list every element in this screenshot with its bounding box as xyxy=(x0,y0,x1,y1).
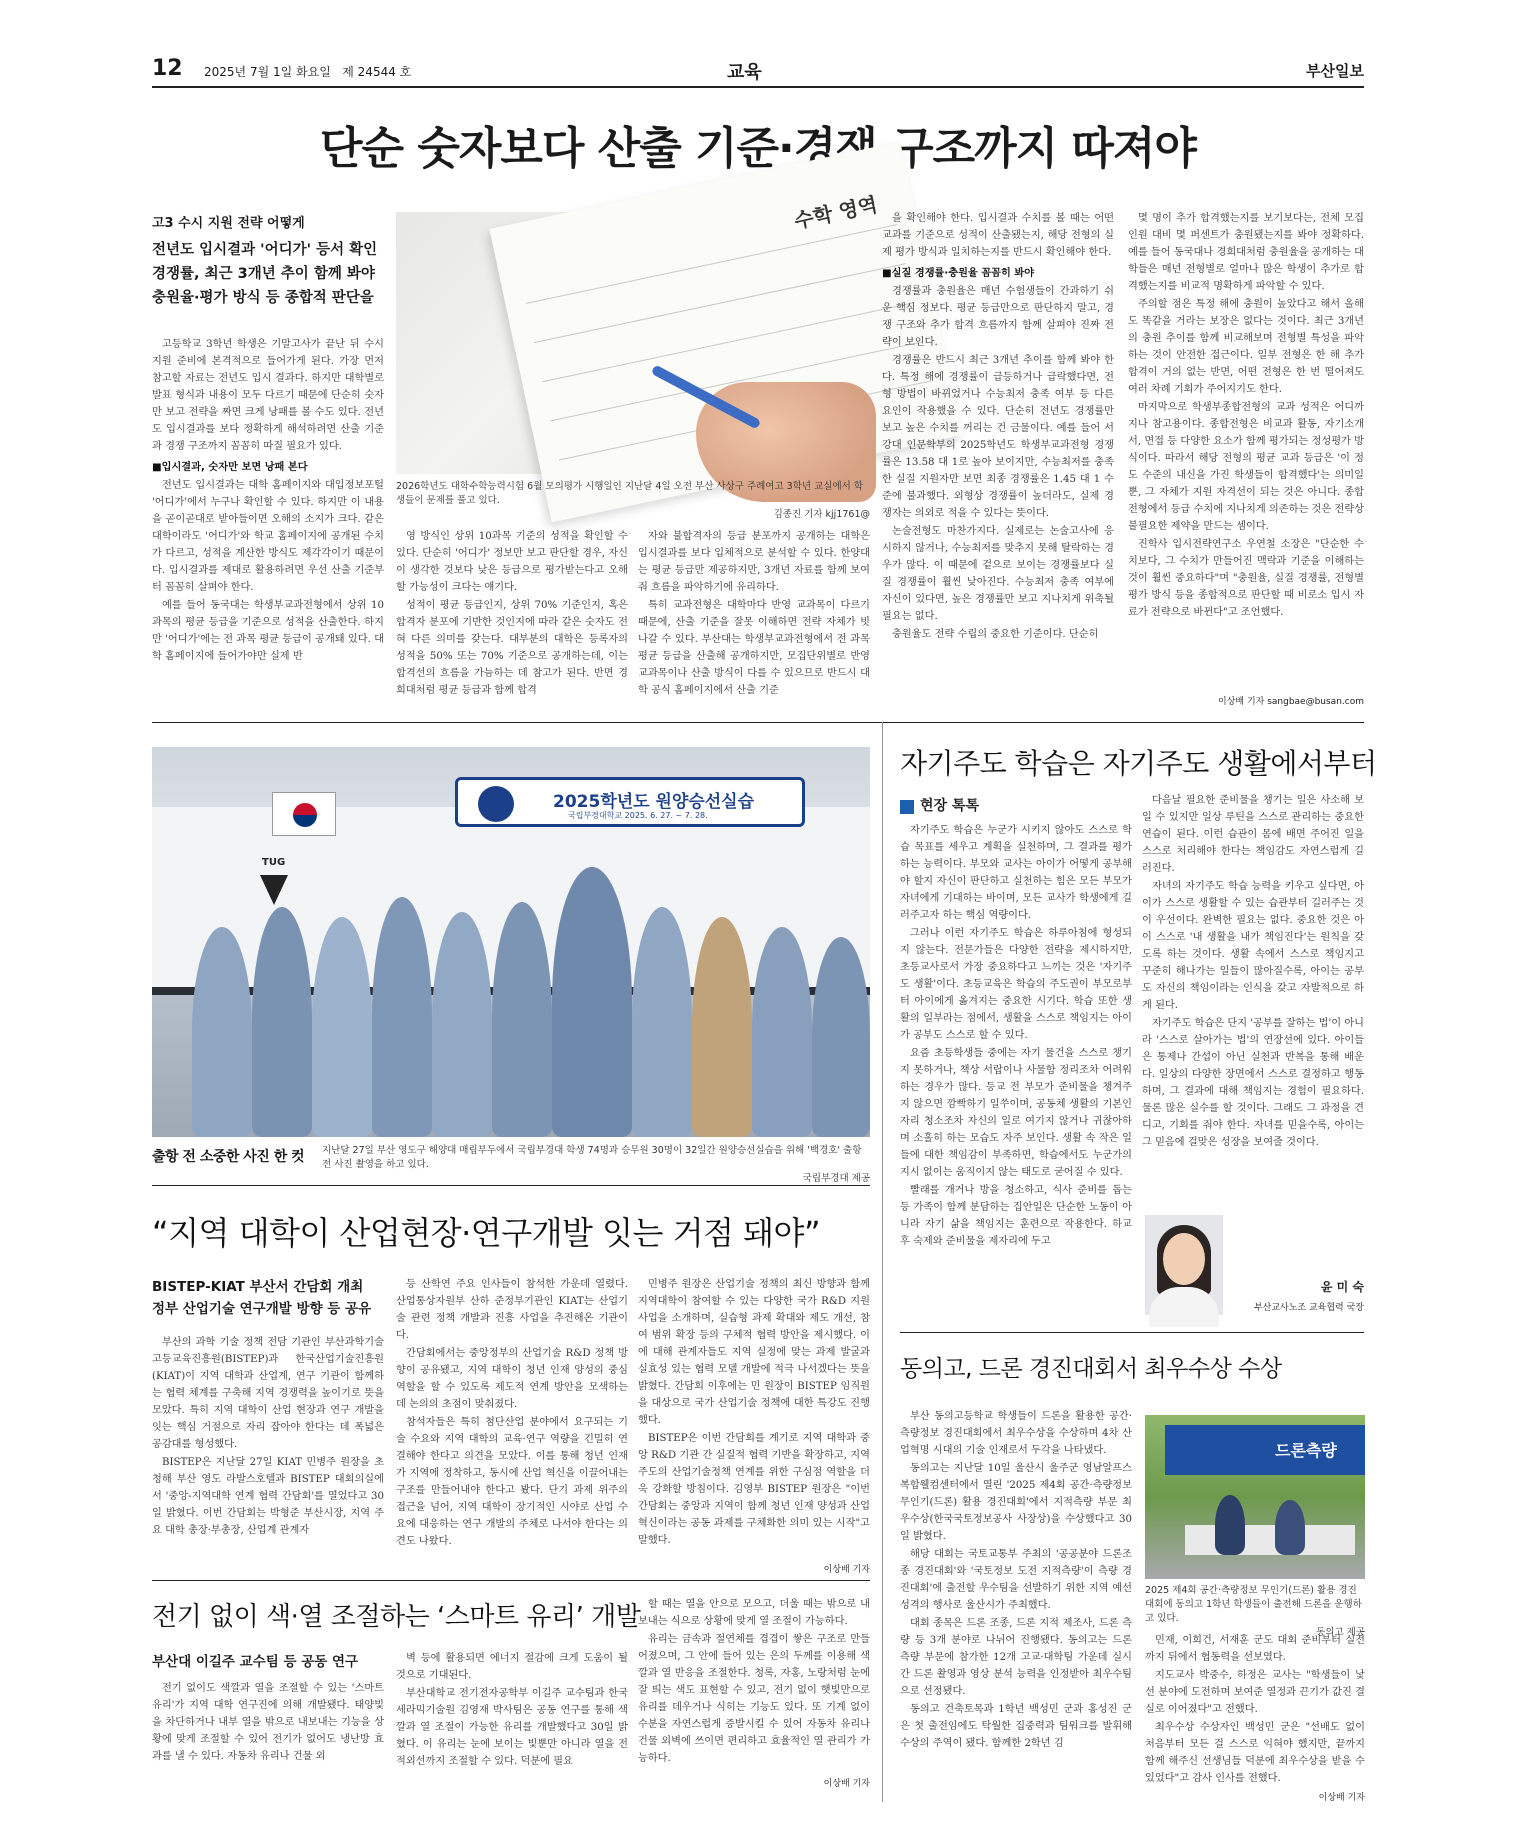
paragraph: 전년도 입시결과는 대학 홈페이지와 대입정보포털 '어디가'에서 누구나 확인할 수 있다. 하지만 이 내용을 곧이곧대로 받아들이면 오해의 소지가 크다. 같은 대학이라도 '어디가'와 학교 홈페이지에 공개된 수치가 다르고, 성적을 계산한 방식도 제각각이기 때문이다. 입시결과를 제대로 활용하려면 우선 산출 기준부터 꼼꼼히 살펴야 한다. xyxy=(152,480,384,593)
paragraph: BISTEP은 지난달 27일 KIAT 민병주 원장을 초청해 부산 영도 라발스호텔과 BISTEP 대회의실에서 '중앙-지역대학 연계 협력 간담회'를 열었다고 30일 밝혔다. 이번 간담회는 박형준 부산시장, 지역 주요 대학 총장·부총장, 산업계 관계자 xyxy=(152,1457,384,1536)
article5-headline: 동의고, 드론 경진대회서 최우수상 수상 xyxy=(900,1356,1282,1382)
exam-photo xyxy=(396,192,880,474)
paragraph: 전기 없이도 색깔과 열을 조절할 수 있는 '스마트 유리'가 지역 대학 연구진에 의해 개발됐다. 태양빛을 차단하거나 내부 열을 밖으로 내보내는 기능을 상황에 맞게 조절할 수 있어 전기가 없어도 냉난방 효과를 낼 수 있다. 자동차 유리나 건물 외 xyxy=(152,1683,384,1762)
article3-byline: 이상배 기자 xyxy=(823,1779,870,1789)
paragraph: 자와 불합격자의 등급 분포까지 공개하는 대학은 입시결과를 보다 입체적으로 분석할 수 있다. 한양대는 평균 등급만 제공하지만, 3개년 자료를 함께 보여줘 흐름을 파악하기에 유리하다. xyxy=(638,531,870,593)
article1-subhead: 충원율·평가 방식 등 종합적 판단을 xyxy=(152,290,374,306)
paragraph: 주의할 점은 특정 해에 충원이 높았다고 해서 올해도 똑같을 거라는 보장은 없다는 것이다. 최근 3개년의 충원 추이를 함께 비교해보며 전형별 특성을 파악하는 것이 안전한 접근이다. 일부 전형은 한 해 추가 합격이 거의 없는 반면, 어떤 전형은 한 번 떨어져도 여러 차례 기회가 주어지기도 한다. xyxy=(1128,299,1364,395)
tent-text: 드론측량 xyxy=(1275,1441,1337,1460)
paragraph: 을 확인해야 한다. 입시결과 수치를 볼 때는 어떤 교과를 기준으로 성적이 산출됐는지, 해당 전형의 실제 평가 방식과 일치하는지를 반드시 확인해야 한다. xyxy=(882,213,1114,258)
paragraph: 진학사 입시전략연구소 우연철 소장은 "단순한 수치보다, 그 수치가 만들어진 맥락과 기준을 이해하는 것이 훨씬 중요하다"며 "충원율, 실질 경쟁률, 전형별 평가 방식 등을 종합적으로 판단할 때 비로소 입시 자료가 전략으로 바뀐다"고 조언했다. xyxy=(1128,539,1364,618)
article4-column-2 xyxy=(1142,792,1364,1200)
section-divider xyxy=(152,1580,870,1581)
page-header xyxy=(152,54,1364,88)
paragraph: 경쟁률과 충원율은 매년 수험생들이 간과하기 쉬운 핵심 정보다. 평균 등급만으로 판단하지 말고, 경쟁 구조와 추가 합격 흐름까지 함께 살펴야 진짜 전략이 보인다. xyxy=(882,286,1114,348)
paragraph: 부산대학교 전기전자공학부 이길주 교수팀과 한국세라믹기술원 김영재 박사팀은 공동 연구를 통해 색깔과 열 조절이 가능한 유리를 개발했다고 30일 밝혔다. 이 유리는 눈에 보이는 빛뿐만 아니라 열을 전 적외선까지 조절할 수 있다. 덕분에 필요 xyxy=(396,1688,628,1767)
article1-kicker: 고3 수시 지원 전략 어떻게 xyxy=(152,216,305,231)
article1-column-5 xyxy=(1128,210,1364,694)
main-headline: 단순 숫자보다 산출 기준·경쟁 구조까지 따져야 xyxy=(320,123,1196,174)
university-logo-icon xyxy=(478,786,514,822)
paragraph: 부산의 과학 기술 정책 전담 기관인 부산과학기술고등교육진흥원(BISTEP)과 한국산업기술진흥원(KIAT)이 지역 대학과 산업계, 연구 기관이 함께하는 협력 체계를 구축해 지역 경쟁력을 높이기로 뜻을 모았다. 특히 지역 대학이 산업 현장과 연구 개발을 잇는 핵심 거점으로 자리 잡아야 한다는 데 폭넓은 공감대를 형성했다. xyxy=(152,1337,384,1450)
paragraph: 요즘 초등학생들 중에는 자기 물건을 스스로 챙기지 못하거나, 책상 서랍이나 사물함 정리조차 어려워하는 경우가 많다. 등교 전 부모가 준비물을 챙겨주지 않으면 깜빡하기 일쑤이며, 공동체 생활의 기본인 자리 청소조차 자신의 일로 여기지 않거나 귀찮아하며 소홀히 하는 모습도 자주 보인다. 생활 속 작은 일들에 대한 책임감이 부족하면, 학습에서도 누군가의 지시 없이는 움직이지 않는 태도로 굳어질 수 있다. xyxy=(900,1048,1132,1178)
paragraph: 간담회에서는 중앙정부의 산업기술 R&D 정책 방향이 공유됐고, 지역 대학이 청년 인재 양성의 중심 역할을 할 수 있도록 제도적 연계 방안을 모색하는 데 논의의 초점이 맞춰졌다. xyxy=(396,1348,628,1410)
paragraph: 몇 명이 추가 합격했는지를 보기보다는, 전체 모집 인원 대비 몇 퍼센트가 충원됐는지를 봐야 정확하다. 예를 들어 동국대나 경희대처럼 충원율을 공개하는 대학들은 매년 전형별로 얼마나 많은 학생이 추가로 합격했는지를 비교적 명확하게 파악할 수 있다. xyxy=(1128,213,1364,292)
korea-flag-icon xyxy=(272,792,336,836)
article5-byline: 이상배 기자 xyxy=(1318,1793,1365,1803)
ship-banner xyxy=(455,777,805,827)
paragraph: 경쟁률은 반드시 최근 3개년 추이를 함께 봐야 한다. 특정 해에 경쟁률이 급등하거나 급락했다면, 전형 방법이 바뀌었거나 수능최저 충족 여부 등 다른 요인이 작용했을 수 있다. 단순히 전년도 경쟁률만 보고 높은 수치를 꺼리는 건 금물이다. 예를 들어 서강대 인문학부의 2025학년도 학생부교과전형 경쟁률은 13.58 대 1로 높아 보이지만, 수능최저를 충족한 실질 지원자만 보면 최종 경쟁률은 1.45 대 1 수준에 불과했다. 외형상 경쟁률이 높더라도, 실제 경쟁자는 의외로 적을 수 있다는 뜻이다. xyxy=(882,355,1114,519)
article1-mini-heading: ■실질 경쟁률·충원율 꼼꼼히 봐야 xyxy=(882,268,1035,279)
photo2-label: 출항 전 소중한 사진 한 컷 xyxy=(152,1149,305,1165)
article2-headline: “지역 대학이 산업현장·연구개발 잇는 거점 돼야” xyxy=(152,1214,821,1252)
paragraph: 참석자들은 특히 첨단산업 분야에서 요구되는 기술 수요와 지역 대학의 교육·연구 역량을 긴밀히 연결해야 한다고 의견을 모았다. 이를 통해 청년 인재가 지역에 정착하고, 동시에 산업 혁신을 이끌어내는 구조를 만들어내야 한다고 봤다. 단기 과제 위주의 접근을 넘어, 지역 대학이 장기적인 시야로 산업 수요에 대응하는 연구 개발의 주체로 나서야 한다는 의견도 나왔다. xyxy=(396,1417,628,1547)
article1-subhead: 경쟁률, 최근 3개년 추이 함께 봐야 xyxy=(152,266,375,282)
article3-column-1 xyxy=(152,1680,384,1790)
paragraph: 성적이 평균 등급인지, 상위 70% 기준인지, 혹은 합격자 분포에 기반한 것인지에 따라 같은 숫자도 전혀 다른 의미를 갖는다. 대부분의 대학은 등록자의 성적을 50% 또는 70% 기준으로 공개하는데, 이는 합격선의 흐름을 가늠하는 데 참고가 된다. 반면 경희대처럼 평균 등급과 함께 합격 xyxy=(396,600,628,696)
paragraph: 영 방식인 상위 10과목 기준의 성적을 확인할 수 있다. 단순히 '어디가' 정보만 보고 판단할 경우, 자신이 생각한 것보다 낮은 등급으로 평가받는다고 오해할 가능성이 크다는 얘기다. xyxy=(396,531,628,593)
paragraph: 최우수상 수상자인 백성민 군은 "선배도 없이 처음부터 모든 걸 스스로 익혀야 했지만, 끝까지 함께 해주신 선생님들 덕분에 최우수상을 받을 수 있었다"고 감사 인사를 전했다. xyxy=(1145,1722,1365,1784)
author-title: 부산교사노조 교육협력 국장 xyxy=(1253,1303,1364,1313)
article1-subhead: 전년도 입시결과 '어디가' 등서 확인 xyxy=(152,242,378,258)
issue-date: 2025년 7월 1일 화요일 제 24544 호 xyxy=(204,65,412,79)
paragraph: 빨래를 개거나 방을 청소하고, 식사 준비를 돕는 등 가족이 함께 분담하는 집안일은 단순한 노동이 아니라 자기 삶을 책임지는 훈련으로 작용한다. 하교 후 숙제와 준비물을 제자리에 두고 xyxy=(900,1185,1132,1247)
article1-mini-heading: ■입시결과, 숫자만 보면 낭패 본다 xyxy=(152,462,308,473)
column-label: 현장 톡톡 xyxy=(920,798,979,814)
article1-column-2 xyxy=(396,528,628,708)
article1-byline: 이상배 기자 sangbae@busan.com xyxy=(1218,697,1364,707)
drone-photo-caption: 2025 제4회 공간·측량정보 무인기(드론) 활용 경진대회에 동의고 1학년 학생들이 출전해 드론을 운행하고 있다. 동의고 제공 xyxy=(1145,1585,1365,1638)
article1-column-3 xyxy=(638,528,870,708)
drone-photo xyxy=(1145,1415,1365,1579)
paragraph: 자기주도 학습은 누군가 시키지 않아도 스스로 학습 목표를 세우고 계획을 실천하며, 그 결과를 평가하는 능력이다. 부모와 교사는 아이가 어떻게 공부해야 할지 자신이 판단하고 실천하는 힘은 모든 부모가 자녀에게 기대하는 바이며, 모든 교사가 학생에게 길러주고자 하는 핵심 역량이다. xyxy=(900,825,1132,921)
drone-tent xyxy=(1165,1425,1365,1475)
photo2-credit: 국립부경대 제공 xyxy=(802,1173,870,1184)
article1-lead: 고등학교 3학년 학생은 기말고사가 끝난 뒤 수시 지원 준비에 본격적으로 들어가게 된다. 가장 먼저 참고할 자료는 전년도 입시 결과다. 하지만 대학별로 발표 형식과 내용이 모두 다르기 때문에 단순히 숫자만 보고 전략을 짜면 크게 낭패를 볼 수도 있다. 전년도 입시결과를 보다 정확하게 해석하려면 산출 기준과 경쟁 구조까지 꼼꼼히 따질 필요가 있다. xyxy=(152,339,384,452)
paragraph: 대회 종목은 드론 조종, 드론 지적 제조사, 드론 측량 등 3개 분야로 나뉘어 진행됐다. 동의고는 드론 측량 부문에 참가한 12개 고교·대학팀 가운데 실시간 드론 촬영과 영상 분석 능력을 인정받아 최우수팀으로 선정됐다. xyxy=(900,1618,1132,1697)
author-portrait xyxy=(1145,1215,1223,1315)
paragraph: 특히 교과전형은 대학마다 반영 교과목이 다르기 때문에, 산출 기준을 잘못 이해하면 전략 자체가 빗나갈 수 있다. 부산대는 학생부교과전형에서 전 과목 평균 등급을 산출해 공개하지만, 모집단위별로 반영 교과목이나 산출 방식이 다를 수 있으므로 반드시 대학 공식 홈페이지에서 산출 기준 xyxy=(638,600,870,696)
banner-text: 2025학년도 원양승선실습 xyxy=(553,792,755,812)
paragraph: 자기주도 학습은 단지 '공부를 잘하는 법'이 아니라 '스스로 살아가는 법'의 연장선에 있다. 아이들은 통제나 간섭이 아닌 실천과 반복을 통해 배운다. 일상의 다양한 장면에서 스스로 결정하고 행동하며, 그 결과에 대해 책임지는 경험이 필요하다. 물론 많은 실수를 할 것이다. 그래도 그 과정을 견디고, 기회를 줘야 한다. 자녀를 믿을수록, 아이는 그 믿음에 걸맞은 성장을 보여줄 것이다. xyxy=(1142,1018,1365,1148)
exam-photo-caption: 2026학년도 대학수학능력시험 6월 모의평가 시행일인 지난달 4일 오전 부산 사상구 주례여고 3학년 교실에서 학생들이 문제를 풀고 있다. 김종진 기자 kjj1761@ xyxy=(396,481,870,520)
banner-subtext: 국립부경대학교 2025. 6. 27. ~ 7. 28. xyxy=(568,811,708,820)
article4-headline: 자기주도 학습은 자기주도 생활에서부터 xyxy=(900,747,1377,780)
tug-sign: TUG xyxy=(262,857,286,868)
article3-column-3 xyxy=(638,1596,870,1772)
drone-photo-credit: 동의고 제공 xyxy=(1316,1627,1365,1638)
paragraph: 민재, 이희건, 서재훈 군도 대회 준비부터 실전까지 뒤에서 협동력을 선보였다. xyxy=(1145,1635,1365,1663)
article5-column-1 xyxy=(900,1408,1132,1792)
drone-table xyxy=(1185,1525,1355,1555)
author-name: 윤 미 숙 xyxy=(1320,1280,1364,1294)
paragraph: 동의고는 지난달 10일 울산시 울주군 영남알프스복합웰컴센터에서 열린 '2025 제4회 공간·측량정보 무인기(드론) 활용 경진대회'에서 지적측량 부문 최우수상(한국국토정보공사 사장상)을 수상했다고 30일 밝혔다. xyxy=(900,1463,1132,1542)
paragraph: 부산 동의고등학교 학생들이 드론을 활용한 공간·측량정보 경진대회에서 최우수상을 수상하며 4차 산업혁명 시대의 기술 인재로서 두각을 나타냈다. xyxy=(900,1411,1132,1456)
article2-column-1 xyxy=(152,1334,384,1560)
section-divider xyxy=(900,1332,1364,1333)
paragraph: 유리는 금속과 절연체를 겹겹이 쌓은 구조로 만들어졌으며, 그 안에 들어 있는 은의 두께를 이용해 색깔과 열 반응을 조절한다. 청록, 자홍, 노랑처럼 눈에 잘 띄는 색도 표현할 수 있고, 전기 없이 햇빛만으로 유리를 데우거나 식히는 기능도 있다. 또 기계 없이 수분을 자연스럽게 증발시킬 수 있어 자동차 유리나 건물 외벽에 쓰이면 편리하고 효율적인 열 관리가 가능하다. xyxy=(638,1634,870,1764)
section-divider xyxy=(152,1185,870,1186)
paragraph: 민병주 원장은 산업기술 정책의 최신 방향과 함께 지역대학이 참여할 수 있는 다양한 국가 R&D 지원사업을 소개하며, 실습형 과제 확대와 제도 개선, 참여 범위 확장 등의 구체적 협력 방안을 제시했다. 이에 대해 관계자들도 지역 실정에 맞는 과제 발굴과 실효성 있는 협력 모델 개발에 적극 나서겠다는 뜻을 밝혔다. 간담회 이후에는 민 원장이 BISTEP 임직원을 대상으로 국가 산업기술 정책에 대한 특강도 진행했다. xyxy=(638,1279,870,1426)
paragraph: 해당 대회는 국토교통부 주최의 '공공분야 드론조종 경진대회'와 '국토정보 도전 지적측량'이 측량 경진대회'에 출전할 우수팀을 선발하기 위한 지역 예선 성격의 행사로 울산시가 주최했다. xyxy=(900,1549,1132,1611)
paragraph: 자녀의 자기주도 학습 능력을 키우고 싶다면, 아이가 스스로 생활할 수 있는 습관부터 길러주는 것이 우선이다. 완벽한 필요는 없다. 중요한 것은 아이 스스로 '내 생활을 내가 책임진다'는 원칙을 갖도록 하는 것이다. 생활 속에서 스스로 책임지고 꾸준히 해나가는 일들이 많아질수록, 아이는 공부도 자신의 책임이라는 인식을 갖고 자발적으로 하게 된다. xyxy=(1142,881,1364,1011)
section-divider xyxy=(152,722,1364,723)
article2-subhead-2: 정부 산업기술 연구개발 방향 등 공유 xyxy=(152,1301,372,1317)
newspaper-brand: 부산일보 xyxy=(1306,62,1364,80)
paragraph: 충원율도 전략 수립의 중요한 기준이다. 단순히 xyxy=(892,629,1099,640)
article2-byline: 이상배 기자 xyxy=(823,1565,870,1575)
exam-photo-credit: 김종진 기자 kjj1761@ xyxy=(773,509,870,520)
article2-subhead-1: BISTEP-KIAT 부산서 간담회 개최 xyxy=(152,1279,364,1295)
paragraph: BISTEP은 이번 간담회를 계기로 지역 대학과 중앙 R&D 기관 간 실질적 협력 기반을 확장하고, 지역 주도의 산업기술정책 연계를 위한 구심점 역할을 더욱 강화할 방침이다. 김영부 BISTEP 원장은 "이번 간담회는 중앙과 지역이 함께 청년 인재 양성과 산업 혁신이라는 공동 과제를 구체화한 의미 있는 시작"고 말했다. xyxy=(638,1433,870,1546)
paragraph: 동의고 건축토목과 1학년 백성민 군과 홍성진 군은 첫 출전임에도 탁월한 집중력과 팀워크를 발휘해 수상의 주역이 됐다. 함께한 2학년 김 xyxy=(900,1704,1132,1749)
photo2-caption: 지난달 27일 부산 영도구 해양대 매립부두에서 국립부경대 학생 74명과 승무원 30명이 32일간 원양승선실습을 위해 '백경호' 출항 전 사진 촬영을 하고 있다. 국립부경대 제공 xyxy=(322,1145,870,1184)
paragraph: 등 산학연 주요 인사들이 참석한 가운데 열렸다. 산업통상자원부 산하 준정부기관인 KIAT는 산업기술 관련 정책 개발과 진흥 사업을 추진해온 기관이다. xyxy=(396,1279,628,1341)
paragraph: 할 때는 열을 안으로 모으고, 더울 때는 밖으로 내보내는 식으로 상황에 맞게 열 조절이 가능하다. xyxy=(638,1599,870,1627)
paragraph: 예를 들어 동국대는 학생부교과전형에서 상위 10과목의 평균 등급을 기준으로 성적을 산출한다. 하지만 '어디가'에는 전 과목 평균 등급이 공개돼 있다. 대학 홈페이지에 들어가야만 실제 반 xyxy=(152,600,384,662)
article2-column-3 xyxy=(638,1276,870,1562)
exam-paper-title: 수학 영역 xyxy=(791,192,880,234)
paragraph: 마지막으로 학생부종합전형의 교과 성적은 어디까지나 참고용이다. 종합전형은 비교과 활동, 자기소개서, 면접 등 다양한 요소가 함께 평가되는 정성평가 방식이다. 따라서 해당 전형의 평균 교과 등급은 '이 정도 수준의 내신을 가진 학생들이 합격했다'는 의미일 뿐, 그 자체가 지원 자격선이 되는 것은 아니다. 종합전형에서 등급 수치에 지나치게 의존하는 것은 전략상 불필요한 제약을 만드는 셈이다. xyxy=(1128,402,1364,532)
paragraph: 지도교사 박중수, 하정은 교사는 "학생들이 낯선 분야에 도전하며 보여준 열정과 끈기가 값진 결실로 이어졌다"고 전했다. xyxy=(1145,1670,1365,1715)
article3-subhead: 부산대 이길주 교수팀 등 공동 연구 xyxy=(152,1654,359,1670)
paragraph: 논술전형도 마찬가지다. 실제로는 논술고사에 응시하지 않거나, 수능최저를 맞추지 못해 탈락하는 경우가 많다. 이 때문에 겉으로 보이는 경쟁률보다 실질 경쟁률이 훨씬 낮아진다. 수능최저 충족 여부에 자신이 있다면, 높은 경쟁률만 보고 지나치게 위축될 필요는 없다. xyxy=(882,526,1114,622)
paragraph: 그러나 이런 자기주도 학습은 하루아침에 형성되지 않는다. 전문가들은 다양한 전략을 제시하지만, 초등교사로서 가장 중요하다고 느끼는 것은 '자기주도 생활'이다. 초등교육은 학습의 주도권이 부모로부터 아이에게 옮겨지는 중요한 시기다. 학습 또한 생활의 일부라는 점에서, 생활을 스스로 책임지는 아이가 공부도 스스로 할 수 있다. xyxy=(900,928,1132,1041)
section-name: 교육 xyxy=(727,62,762,83)
ship-group-photo xyxy=(152,747,870,1137)
paragraph: 다음날 필요한 준비물을 챙기는 일은 사소해 보일 수 있지만 일상 루틴을 스스로 관리하는 중요한 연습이 된다. 이런 습관이 몸에 배면 주어진 일을 스스로 처리해야 한다는 책임감도 자연스럽게 길러진다. xyxy=(1142,795,1364,874)
column-label-icon xyxy=(900,800,914,814)
article1-subheads xyxy=(152,238,382,310)
student-crowd xyxy=(152,897,870,1137)
article5-column-2 xyxy=(1145,1632,1365,1792)
article3-column-2 xyxy=(396,1650,628,1790)
paragraph: 벽 등에 활용되면 에너지 절감에 크게 도움이 될 것으로 기대된다. xyxy=(396,1653,628,1681)
page-number: 12 xyxy=(152,56,183,81)
column-divider xyxy=(882,722,883,1802)
article2-column-2 xyxy=(396,1276,628,1562)
article4-column-1 xyxy=(900,822,1132,1412)
article3-headline: 전기 없이 색·열 조절하는 ‘스마트 유리’ 개발 xyxy=(152,1602,641,1632)
article1-column-4 xyxy=(882,210,1114,708)
article1-column-1 xyxy=(152,336,384,696)
